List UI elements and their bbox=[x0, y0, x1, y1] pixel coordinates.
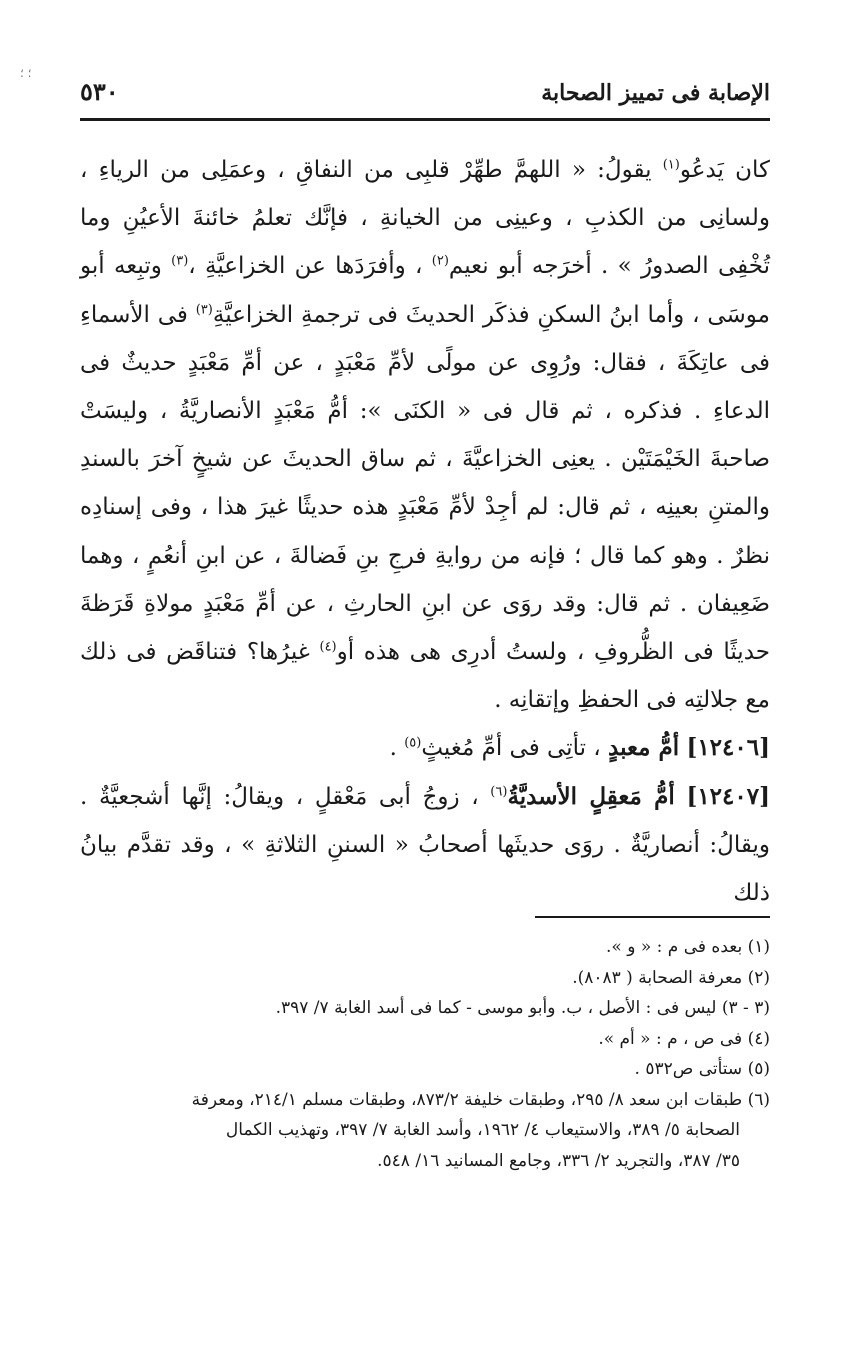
footnote-continuation: ٣٥/ ٣٨٧، والتجريد ٢/ ٣٣٦، وجامع المسانيد ١٦/ ٥٤٨. bbox=[377, 1150, 740, 1171]
footnote: (١) بعده فى م : « و ». bbox=[606, 937, 770, 957]
entry-name: أمُّ مَعقِلٍ الأسديَّةُ bbox=[507, 782, 675, 810]
main-text bbox=[80, 146, 770, 917]
footnote: (٣ - ٣) ليس فى : الأصل ، ب. وأبو موسى - كما فى أسد الغابة ٧/ ٣٩٧. bbox=[275, 998, 770, 1018]
page-number: ٥٣٠ bbox=[80, 77, 119, 106]
footnote: (٢) معرفة الصحابة ( ٨٠٨٣). bbox=[572, 967, 770, 988]
footnote-ref: (٤) bbox=[319, 639, 337, 655]
footnote-ref: (١) bbox=[662, 157, 680, 173]
footnotes bbox=[80, 932, 770, 1176]
footnote-ref: (٥) bbox=[404, 735, 422, 751]
footnote-ref: (٦) bbox=[490, 783, 508, 799]
page-header bbox=[80, 72, 770, 106]
footnote: (٥) ستأتى ص٥٣٢ . bbox=[634, 1059, 770, 1079]
footnote: (٦) طبقات ابن سعد ٨/ ٢٩٥، وطبقات خليفة ٨٧٣/٢، وطبقات مسلم ٢١٤/١، ومعرفة bbox=[191, 1089, 770, 1110]
book-page bbox=[80, 60, 770, 1310]
entry-12406: [١٢٤٠٦] أمُّ معبدٍ ، تأتِى فى أمِّ مُغيثٍ$^{(٥)}$ . bbox=[389, 734, 770, 762]
entry-number: [١٢٤٠٧] bbox=[686, 782, 770, 810]
header-rule bbox=[80, 118, 770, 121]
footnote: (٤) فى ص ، م : « أم ». bbox=[598, 1028, 770, 1049]
footnote-ref: (٢) bbox=[431, 253, 449, 269]
paragraph: كان يَدعُو$^{(١)}$ يقولُ: « اللهمَّ طهِّرْ قلبِى من النفاقِ ، وعمَلِى من الرياءِ ، ولسانِى من الكذبِ ، وعينِى من الخيانةِ ، فإنَّك تعلمُ خائنةَ الأعيُنِ وما تُخْفِى الصدورُ » . أخرَجه أبو نعيم$^{(٢)}$ ، وأفرَدَها عن الخزاعيَّةِ ،$^{(٣)}$ وتبِعه أبو موسَى ، وأما ابنُ السكنِ فذكَر الحديثَ فى ترجمةِ الخزاعيَّةِ$^{(٣)}$ فى الأسماءِ فى عاتِكَةَ ، فقال: ورُوِى عن مولًى لأمِّ مَعْبَدٍ ، عن أمِّ مَعْبَدٍ حديثٌ فى الدعاءِ . فذكره ، ثم قال فى « الكنَى »: أمُّ مَعْبَدٍ الأنصاريَّةُ ، وليسَتْ صاحبةَ الخَيْمَتَيْن . يعنِى الخزاعيَّةَ ، ثم ساق الحديثَ عن شيخٍ آخرَ بالسندِ والمتنِ بعينِه ، ثم قال: لم أجِدْ لأمِّ مَعْبَدٍ هذه حديثًا غيرَ هذا ، وفى إسنادِه نظرٌ . وهو كما قال ؛ فإنه من روايةِ فرجِ بنِ فَضالةَ ، عن ابنِ أنعُمٍ ، وهما ضَعِيفان . ثم قال: وقد روَى عن ابنِ الحارثِ ، عن أمِّ مَعْبَدٍ مولاةِ قَرَظةَ حديثًا فى الظُّروفِ ، ولستُ أدرِى هى هذه أو$^{(٤)}$ غيرُها؟ فتناقَض فى ذلك مع جلالتِه فى الحفظِ وإتقانِه . bbox=[80, 157, 771, 714]
footnote-ref: (٣) bbox=[171, 253, 189, 269]
running-title: الإصابة فى تمييز الصحابة bbox=[541, 80, 770, 106]
footnote-ref: (٣) bbox=[195, 301, 213, 317]
footnote-rule bbox=[535, 916, 770, 918]
entry-number: [١٢٤٠٦] bbox=[686, 734, 770, 762]
entry-12407: [١٢٤٠٧] أمُّ مَعقِلٍ الأسديَّةُ$^{(٦)}$ ، زوجُ أبى مَعْقلٍ ، ويقالُ: إنَّها أشجعيَّةٌ . ويقالُ: أنصاريَّةٌ . روَى حديثَها أصحابُ « السننِ الثلاثةِ » ، وقد تقدَّم بيانُ ذلك bbox=[80, 782, 770, 907]
footnote-continuation: الصحابة ٥/ ٣٨٩، والاستيعاب ٤/ ١٩٦٢، وأسد الغابة ٧/ ٣٩٧، وتهذيب الكمال bbox=[225, 1120, 740, 1140]
entry-name: أمُّ معبدٍ bbox=[608, 734, 680, 762]
margin-mark: ؛ ؛ bbox=[20, 66, 32, 80]
